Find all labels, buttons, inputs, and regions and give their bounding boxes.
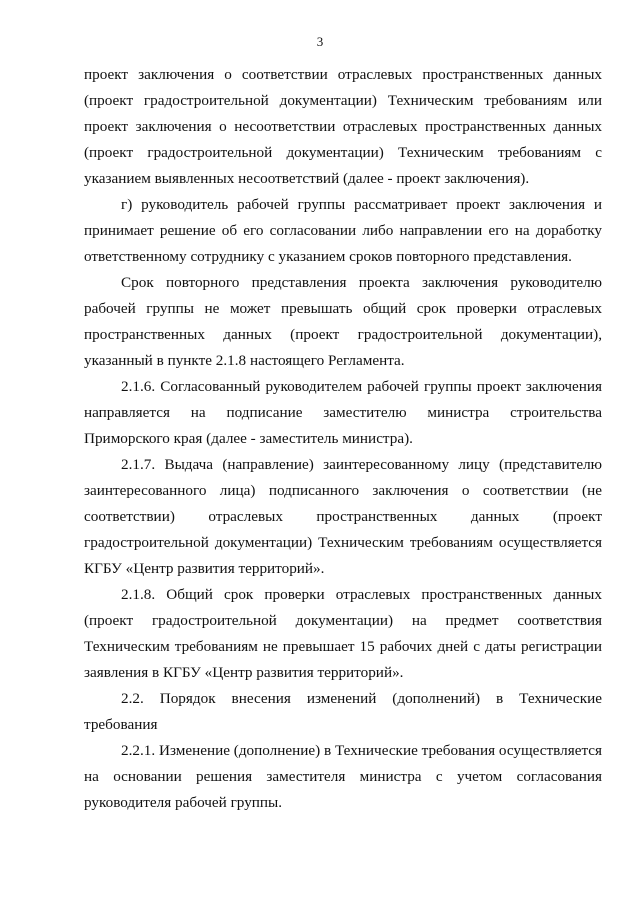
paragraph-2-2-1: 2.2.1. Изменение (дополнение) в Технические требования осуществляется на основании решения заместителя министра с учетом согласования руководителя рабочей группы. xyxy=(84,742,602,811)
section-heading-2-2: 2.2. Порядок внесения изменений (дополнений) в Технические требования xyxy=(84,690,602,733)
paragraph-2-1-7: 2.1.7. Выдача (направление) заинтересованному лицу (представителю заинтересованного лица) подписанного заключения о соответствии (не соответствии) отраслевых пространственных данных (проект градостроительной документации) Техническим требованиям осуществляется КГБУ «Центр развития территорий». xyxy=(84,456,602,577)
page-number: 3 xyxy=(316,34,324,49)
document-body xyxy=(84,62,602,816)
paragraph-resubmission-term: Срок повторного представления проекта заключения руководителю рабочей группы не может превышать общий срок проверки отраслевых пространственных данных (проект градостроительной документации), указанный в пункте 2.1.8 настоящего Регламента. xyxy=(84,274,602,369)
paragraph-2-1-8: 2.1.8. Общий срок проверки отраслевых пространственных данных (проект градостроительной документации) на предмет соответствия Техническим требованиям не превышает 15 рабочих дней с даты регистрации заявления в КГБУ «Центр развития территорий». xyxy=(84,586,602,681)
paragraph-2-1-6: 2.1.6. Согласованный руководителем рабочей группы проект заключения направляется на подписание заместителю министра строительства Приморского края (далее - заместитель министра). xyxy=(84,378,602,447)
paragraph-continuation: проект заключения о соответствии отраслевых пространственных данных (проект градостроительной документации) Техническим требованиям или проект заключения о несоответствии отраслевых пространственных данных (проект градостроительной документации) Техническим требованиям с указанием выявленных несоответствий (далее - проект заключения). xyxy=(84,66,602,187)
paragraph-item-g: г) руководитель рабочей группы рассматривает проект заключения и принимает решение об его согласовании либо направлении его на доработку ответственному сотруднику с указанием сроков повторного представления. xyxy=(84,196,602,265)
